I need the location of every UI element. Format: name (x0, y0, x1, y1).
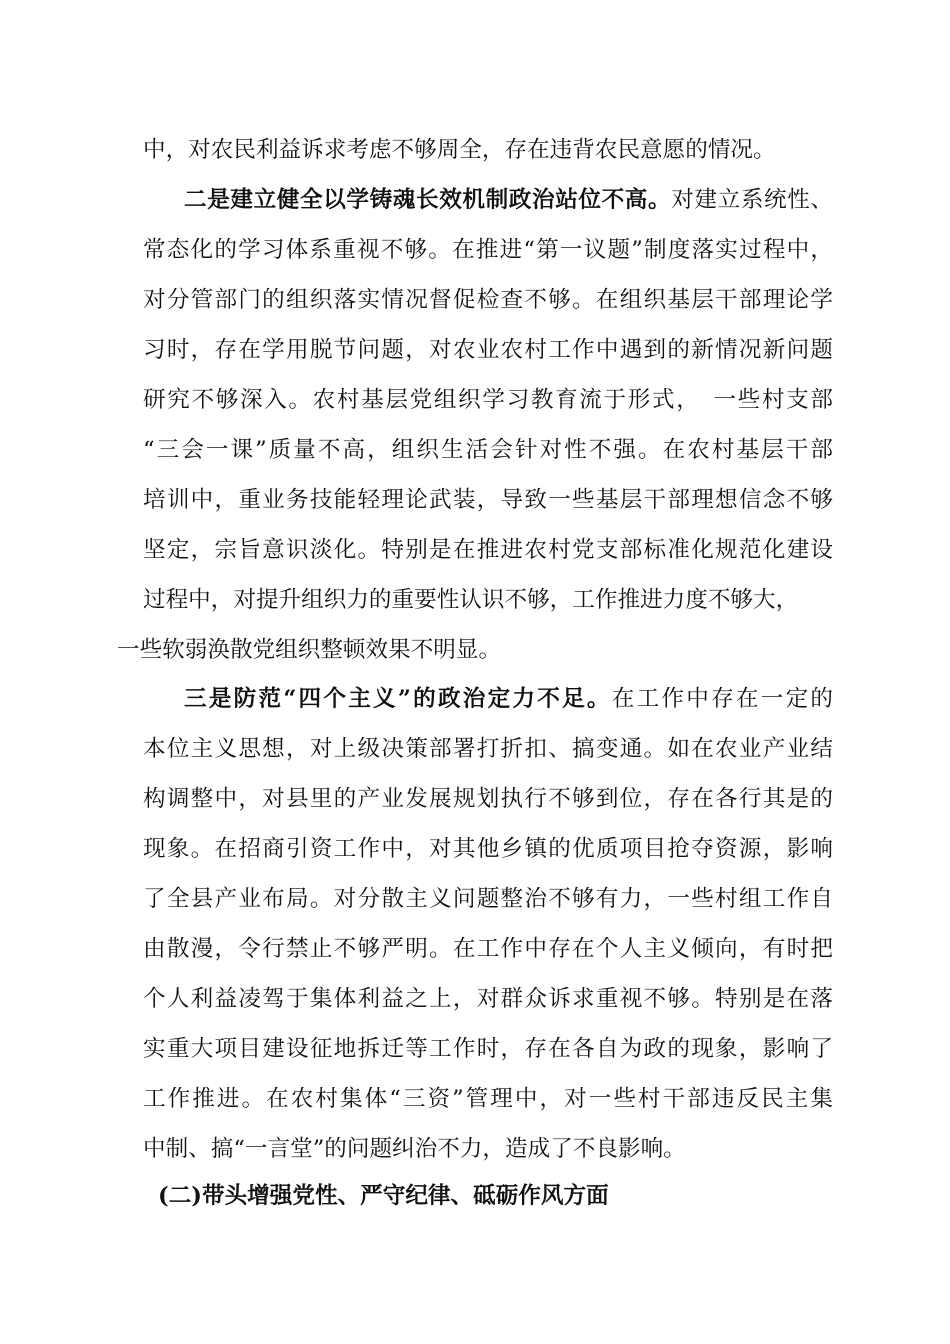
paragraph-2-line: 坚定，宗旨意识淡化。特别是在推进农村党支部标准化规范化建设 (143, 537, 833, 563)
paragraph-3-first-rest: 在工作中存在一定的 (611, 686, 833, 712)
paragraph-1-line-1: 中，对农民利益诉求考虑不够周全，存在违背农民意愿的情况。 (143, 137, 776, 163)
paragraph-3-first-line (184, 679, 833, 719)
paragraph-3-line: 构调整中，对县里的产业发展规划执行不够到位，存在各行其是的 (143, 786, 833, 812)
paragraph-2-lead: 二是建立健全以学铸魂长效机制政治站位不高。 (184, 187, 672, 213)
paragraph-3-last-line: 中制、搞“一言堂”的问题纠治不力，造成了不良影响。 (143, 1136, 686, 1162)
paragraph-2-line: 研究不够深入。农村基层党组织学习教育流于形式， 一些村支部 (143, 387, 833, 413)
paragraph-2-line: 常态化的学习体系重视不够。在推进“第一议题”制度落实过程中， (143, 237, 833, 263)
paragraph-2-last-line: 一些软弱涣散党组织整顿效果不明显。 (117, 637, 502, 663)
paragraph-3-line: 现象。在招商引资工作中，对其他乡镇的优质项目抢夺资源，影响 (143, 836, 833, 862)
paragraph-3-lead: 三是防范“四个主义”的政治定力不足。 (184, 686, 612, 712)
section-heading: (二)带头增强党性、严守纪律、砥砺作风方面 (158, 1183, 609, 1209)
paragraph-2-line: 培训中，重业务技能轻理论武装，导致一些基层干部理想信念不够 (143, 487, 833, 513)
paragraph-2-first-rest: 对建立系统性、 (671, 187, 833, 213)
paragraph-3-line: 本位主义思想，对上级决策部署打折扣、搞变通。如在农业产业结 (143, 736, 833, 762)
paragraph-3-line: 由散漫，令行禁止不够严明。在工作中存在个人主义倾向，有时把 (143, 936, 833, 962)
paragraph-2-first-line (184, 180, 833, 220)
paragraph-3-line: 了全县产业布局。对分散主义问题整治不够有力，一些村组工作自 (143, 886, 833, 912)
paragraph-2-line: 过程中，对提升组织力的重要性认识不够，工作推进力度不够大， (143, 587, 799, 613)
paragraph-2-line: 对分管部门的组织落实情况督促检查不够。在组织基层干部理论学 (143, 287, 833, 313)
paragraph-3-line: 工作推进。在农村集体“三资”管理中，对一些村干部违反民主集 (143, 1086, 833, 1112)
paragraph-3-line: 实重大项目建设征地拆迁等工作时，存在各自为政的现象，影响了 (143, 1036, 833, 1062)
paragraph-2-line: “三会一课”质量不高，组织生活会针对性不强。在农村基层干部 (143, 437, 833, 463)
paragraph-3-line: 个人利益凌驾于集体利益之上，对群众诉求重视不够。特别是在落 (143, 986, 833, 1012)
paragraph-2-line: 习时，存在学用脱节问题，对农业农村工作中遇到的新情况新问题 (143, 337, 833, 363)
